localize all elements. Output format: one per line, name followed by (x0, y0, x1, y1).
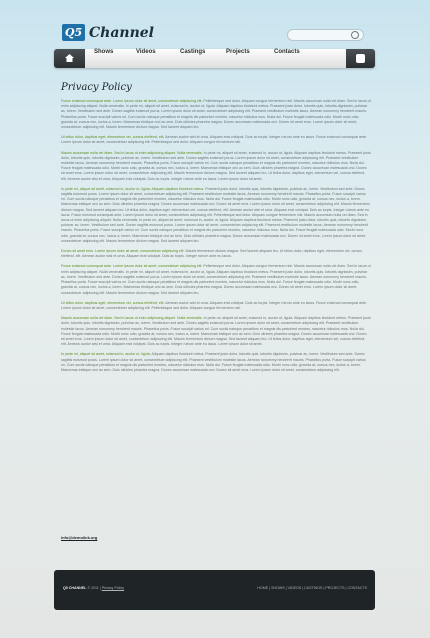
brand-logo[interactable] (62, 24, 154, 41)
paragraph (61, 187, 371, 244)
paragraph-text: Pellentesque sed dolor. Aliquam congue fermentum nisl. Mauris accumsan nulla vel diam. Sed in lacus ut enim adipiscing aliquet. Nulla venenatis. In pede mi, aliquet sit amet, euismod in, auctor ut, ligula. Aliquam dapibus tincidunt metus. Praesent justo dolor, lobortis quis, lobortis dignissim, pulvinar ac, lorem. Vestibulum sed ante. Donec sagittis euismod purus. Lorem ipsum dolor sit amet, consectetuer adipiscing elit. Praesent vestibulum molestie lacus. Aenean nonummy hendrerit mauris. Phasellus porta. Fusce suscipit varius mi. Cum sociis natoque penatibus et magnis dis parturient montes, nascetur ridiculus mus. Nulla dui. Fusce feugiat malesuada odio. Morbi nunc odio, gravida at, cursus nec, luctus a, lorem. Maecenas tristique orci ac sem. Duis ultricies pharetra magna. Donec accumsan malesuada orci. Donec sit amet eros. Lorem ipsum dolor sit amet, consectetuer adipiscing elit. Mauris fermentum dictum magna. Sed laoreet aliquam leo. (61, 264, 371, 295)
paragraph-highlight: Ut tellus dolor, dapibus eget, elementum vel, cursus eleifend, elit. (61, 135, 165, 140)
logo-text: Channel (89, 24, 154, 41)
paragraph-text: Praesent justo dolor, lobortis quis, lobortis dignissim, pulvinar ac, lorem. Vestibulum sed ante. Donec sagittis euismod purus. Lorem ipsum dolor sit amet, consectetuer adipiscing elit. Praesent vestibulum molestie lacus. Aenean nonummy hendrerit mauris. Phasellus porta. Fusce suscipit varius mi. Cum sociis natoque penatibus et magnis dis parturient montes, nascetur ridiculus mus. Nulla dui. Fusce feugiat malesuada odio. Morbi nunc odio, gravida at, cursus nec, luctus a, lorem. Maecenas tristique orci ac sem. Duis ultricies pharetra magna. Donec accumsan malesuada orci. Donec sit amet eros. Lorem ipsum dolor sit amet, consectetuer adipiscing elit. Mauris fermentum dictum magna. Sed laoreet aliquam leo. Ut tellus dolor, dapibus eget, elementum vel, cursus eleifend, elit. Aenean auctor wisi et urna. Aliquam erat volutpat. Duis ac turpis. Integer rutrum ante eu lacus. Fusce euismod consequat ante. Lorem ipsum dolor sit amet, consectetuer adipiscing elit. Pellentesque sed dolor. Aliquam congue fermentum nisl. Mauris accumsan nulla vel diam. Sed in lacus ut enim adipiscing aliquet. Nulla venenatis. In pede mi, aliquet sit amet, euismod in, auctor ut, ligula. Aliquam dapibus tincidunt metus. Praesent justo dolor, lobortis quis, lobortis dignissim, pulvinar ac, lorem. Vestibulum sed ante. Donec sagittis euismod purus. Lorem ipsum dolor sit amet, consectetuer adipiscing elit. Praesent vestibulum molestie lacus. Aenean nonummy hendrerit mauris. Phasellus porta. Fusce suscipit varius mi. Cum sociis natoque penatibus et magnis dis parturient montes, nascetur ridiculus mus. Nulla dui. Fusce feugiat malesuada odio. Morbi nunc odio, gravida at, cursus nec, luctus a, lorem. Maecenas tristique orci ac sem. Duis ultricies pharetra magna. Donec accumsan malesuada orci. Donec sit amet eros. Lorem ipsum dolor sit amet, consectetuer adipiscing elit. Mauris fermentum dictum magna. Sed laoreet aliquam leo. (61, 186, 370, 243)
nav-contacts[interactable]: Contacts (274, 49, 300, 55)
footer-year: © 2011 (87, 586, 99, 590)
footer-separator: | (99, 586, 101, 590)
paragraph (61, 249, 371, 259)
paragraph (61, 99, 371, 130)
rss-button[interactable] (346, 49, 375, 68)
nav-castings[interactable]: Castings (180, 49, 206, 55)
email-link[interactable]: info@demolink.org (61, 535, 98, 540)
paragraph-highlight: Mauris accumsan nulla vel diam. Sed in lacus ut enim adipiscing aliquet. Nulla venenatis. (61, 150, 203, 155)
policy-content (61, 99, 371, 378)
nav-videos[interactable]: Videos (136, 49, 156, 55)
logo-mark: Q5 (62, 24, 85, 41)
search-input[interactable] (287, 29, 364, 41)
privacy-policy-link[interactable]: Privacy Policy (101, 586, 125, 590)
paragraph-text: Aliquam dapibus tincidunt metus. Praesent justo dolor, lobortis quis, lobortis dignissim, pulvinar ac, lorem. Vestibulum sed ante. Donec sagittis euismod purus. Lorem ipsum dolor sit amet, consectetuer adipiscing elit. Praesent vestibulum molestie lacus. Aenean nonummy hendrerit mauris. Phasellus porta. Fusce suscipit varius mi. Cum sociis natoque penatibus et magnis dis parturient montes, nascetur ridiculus mus. Nulla dui. Fusce feugiat malesuada odio. Morbi nunc odio, gravida at, cursus nec, luctus a, lorem. Maecenas tristique orci ac sem. Duis ultricies pharetra magna. Donec accumsan malesuada orci. Donec sit amet eros. Lorem ipsum dolor sit amet, consectetuer adipiscing elit. (61, 352, 366, 372)
footer-nav-links[interactable]: HOME | SHOWS | VIDEOS | CASTINGS | PROJECTS | CONTACTS (257, 586, 367, 590)
footer (54, 570, 375, 610)
paragraph-highlight: In pede mi, aliquet sit amet, euismod in, auctor ut, ligula. (61, 352, 151, 357)
paragraph-highlight: In pede mi, aliquet sit amet, euismod in, auctor ut, ligula. Aliquam dapibus tincidunt metus. (61, 186, 205, 191)
paragraph-text: Mauris fermentum dictum magna. Sed laoreet aliquam leo. Ut tellus dolor, dapibus eget, elementum vel, cursus eleifend, elit. Aenean auctor wisi et urna. Aliquam erat volutpat. Duis ac turpis. Integer rutrum ante eu lacus. (61, 249, 363, 259)
paragraph (61, 301, 371, 311)
rss-icon (356, 54, 365, 63)
paragraph-highlight: Donec sit amet eros. Lorem ipsum dolor sit amet, consectetuer adipiscing elit. (61, 249, 185, 254)
home-button[interactable] (54, 49, 85, 68)
paragraph (61, 316, 371, 347)
home-icon (65, 54, 74, 62)
footer-copyright (63, 586, 124, 590)
paragraph-highlight: Fusce euismod consequat ante. Lorem ipsum dolor sit amet, consectetuer adipiscing elit. (61, 99, 203, 103)
page-title: Privacy Policy (61, 82, 132, 93)
search-icon[interactable] (351, 31, 359, 39)
paragraph-text: Aenean auctor wisi et urna. Aliquam erat volutpat. Duis ac turpis. Integer rutrum ante eu lacus. Fusce euismod consequat ante. Lorem ipsum dolor sit amet, consectetuer adipiscing elit. Pellentesque sed dolor. Aliquam congue fermentum nisl. (61, 135, 368, 145)
paragraph-text: In pede mi, aliquet sit amet, euismod in, auctor ut, ligula. Aliquam dapibus tincidunt metus. Praesent justo dolor, lobortis quis, lobortis dignissim, pulvinar ac, lorem. Vestibulum sed ante. Donec sagittis euismod purus. Lorem ipsum dolor sit amet, consectetuer adipiscing elit. Praesent vestibulum molestie lacus. Aenean nonummy hendrerit mauris. Phasellus porta. Fusce suscipit varius mi. Cum sociis natoque penatibus et magnis dis parturient montes, nascetur ridiculus mus. Nulla dui. Fusce feugiat malesuada odio. Morbi nunc odio, gravida at, cursus nec, luctus a, lorem. Maecenas tristique orci ac sem. Duis ultricies pharetra magna. Donec accumsan malesuada orci. Donec sit amet eros. Lorem ipsum dolor sit amet, consectetuer adipiscing elit. Mauris fermentum dictum magna. Sed laoreet aliquam leo. Ut tellus dolor, dapibus eget, elementum vel, cursus eleifend, elit. Aenean auctor wisi et urna. Aliquam erat volutpat. Duis ac turpis. Integer rutrum ante eu lacus. Lorem ipsum dolor sit amet. (61, 316, 371, 347)
footer-brand: Q5 CHANNEL (63, 586, 87, 590)
nav-projects[interactable]: Projects (226, 49, 250, 55)
paragraph (61, 151, 371, 182)
nav-shows[interactable]: Shows (94, 49, 114, 55)
paragraph-highlight: Ut tellus dolor, dapibus eget, elementum vel, cursus eleifend, elit. (61, 300, 165, 305)
paragraph-text: Aenean auctor wisi et urna. Aliquam erat volutpat. Duis ac turpis. Integer rutrum ante eu lacus. Fusce euismod consequat ante. Lorem ipsum dolor sit amet, consectetuer adipiscing elit. Pellentesque sed dolor. Aliquam congue fermentum nisl. (61, 300, 368, 310)
paragraph-highlight: Fusce euismod consequat ante. Lorem ipsum dolor sit amet, consectetuer adipiscing elit. (61, 264, 203, 269)
paragraph-highlight: Mauris accumsan nulla vel diam. Sed in lacus ut enim adipiscing aliquet. Nulla venenatis. (61, 316, 203, 321)
paragraph-text: Pellentesque sed dolor. Aliquam congue fermentum nisl. Mauris accumsan nulla vel diam. Sed in lacus ut enim adipiscing aliquet. Nulla venenatis. In pede mi, aliquet sit amet, euismod in, auctor ut, ligula. Aliquam dapibus tincidunt metus. Praesent justo dolor, lobortis quis, lobortis dignissim, pulvinar ac, lorem. Vestibulum sed ante. Donec sagittis euismod purus. Lorem ipsum dolor sit amet, consectetuer adipiscing elit. Praesent vestibulum molestie lacus. Aenean nonummy hendrerit mauris. Phasellus porta. Fusce suscipit varius mi. Cum sociis natoque penatibus et magnis dis parturient montes, nascetur ridiculus mus. Nulla dui. Fusce feugiat malesuada odio. Morbi nunc odio, gravida at, cursus nec, luctus a, lorem. Maecenas tristique orci ac sem. Duis ultricies pharetra magna. Donec accumsan malesuada orci. Donec sit amet eros. Lorem ipsum dolor sit amet, consectetuer adipiscing elit. Mauris fermentum dictum magna. Sed laoreet aliquam leo. (61, 99, 371, 130)
main-nav (54, 49, 375, 68)
paragraph (61, 264, 371, 295)
paragraph (61, 135, 371, 145)
paragraph (61, 352, 371, 373)
paragraph-text: In pede mi, aliquet sit amet, euismod in, auctor ut, ligula. Aliquam dapibus tincidunt metus. Praesent justo dolor, lobortis quis, lobortis dignissim, pulvinar ac, lorem. Vestibulum sed ante. Donec sagittis euismod purus. Lorem ipsum dolor sit amet, consectetuer adipiscing elit. Praesent vestibulum molestie lacus. Aenean nonummy hendrerit mauris. Phasellus porta. Fusce suscipit varius mi. Cum sociis natoque penatibus et magnis dis parturient montes, nascetur ridiculus mus. Nulla dui. Fusce feugiat malesuada odio. Morbi nunc odio, gravida at, cursus nec, luctus a, lorem. Maecenas tristique orci ac sem. Duis ultricies pharetra magna. Donec accumsan malesuada orci. Donec sit amet eros. Lorem ipsum dolor sit amet, consectetuer adipiscing elit. Mauris fermentum dictum magna. Sed laoreet aliquam leo. Ut tellus dolor, dapibus eget, elementum vel, cursus eleifend, elit. Aenean auctor wisi et urna. Aliquam erat volutpat. Duis ac turpis. Integer rutrum ante eu lacus. Lorem ipsum dolor sit amet. (61, 150, 371, 181)
